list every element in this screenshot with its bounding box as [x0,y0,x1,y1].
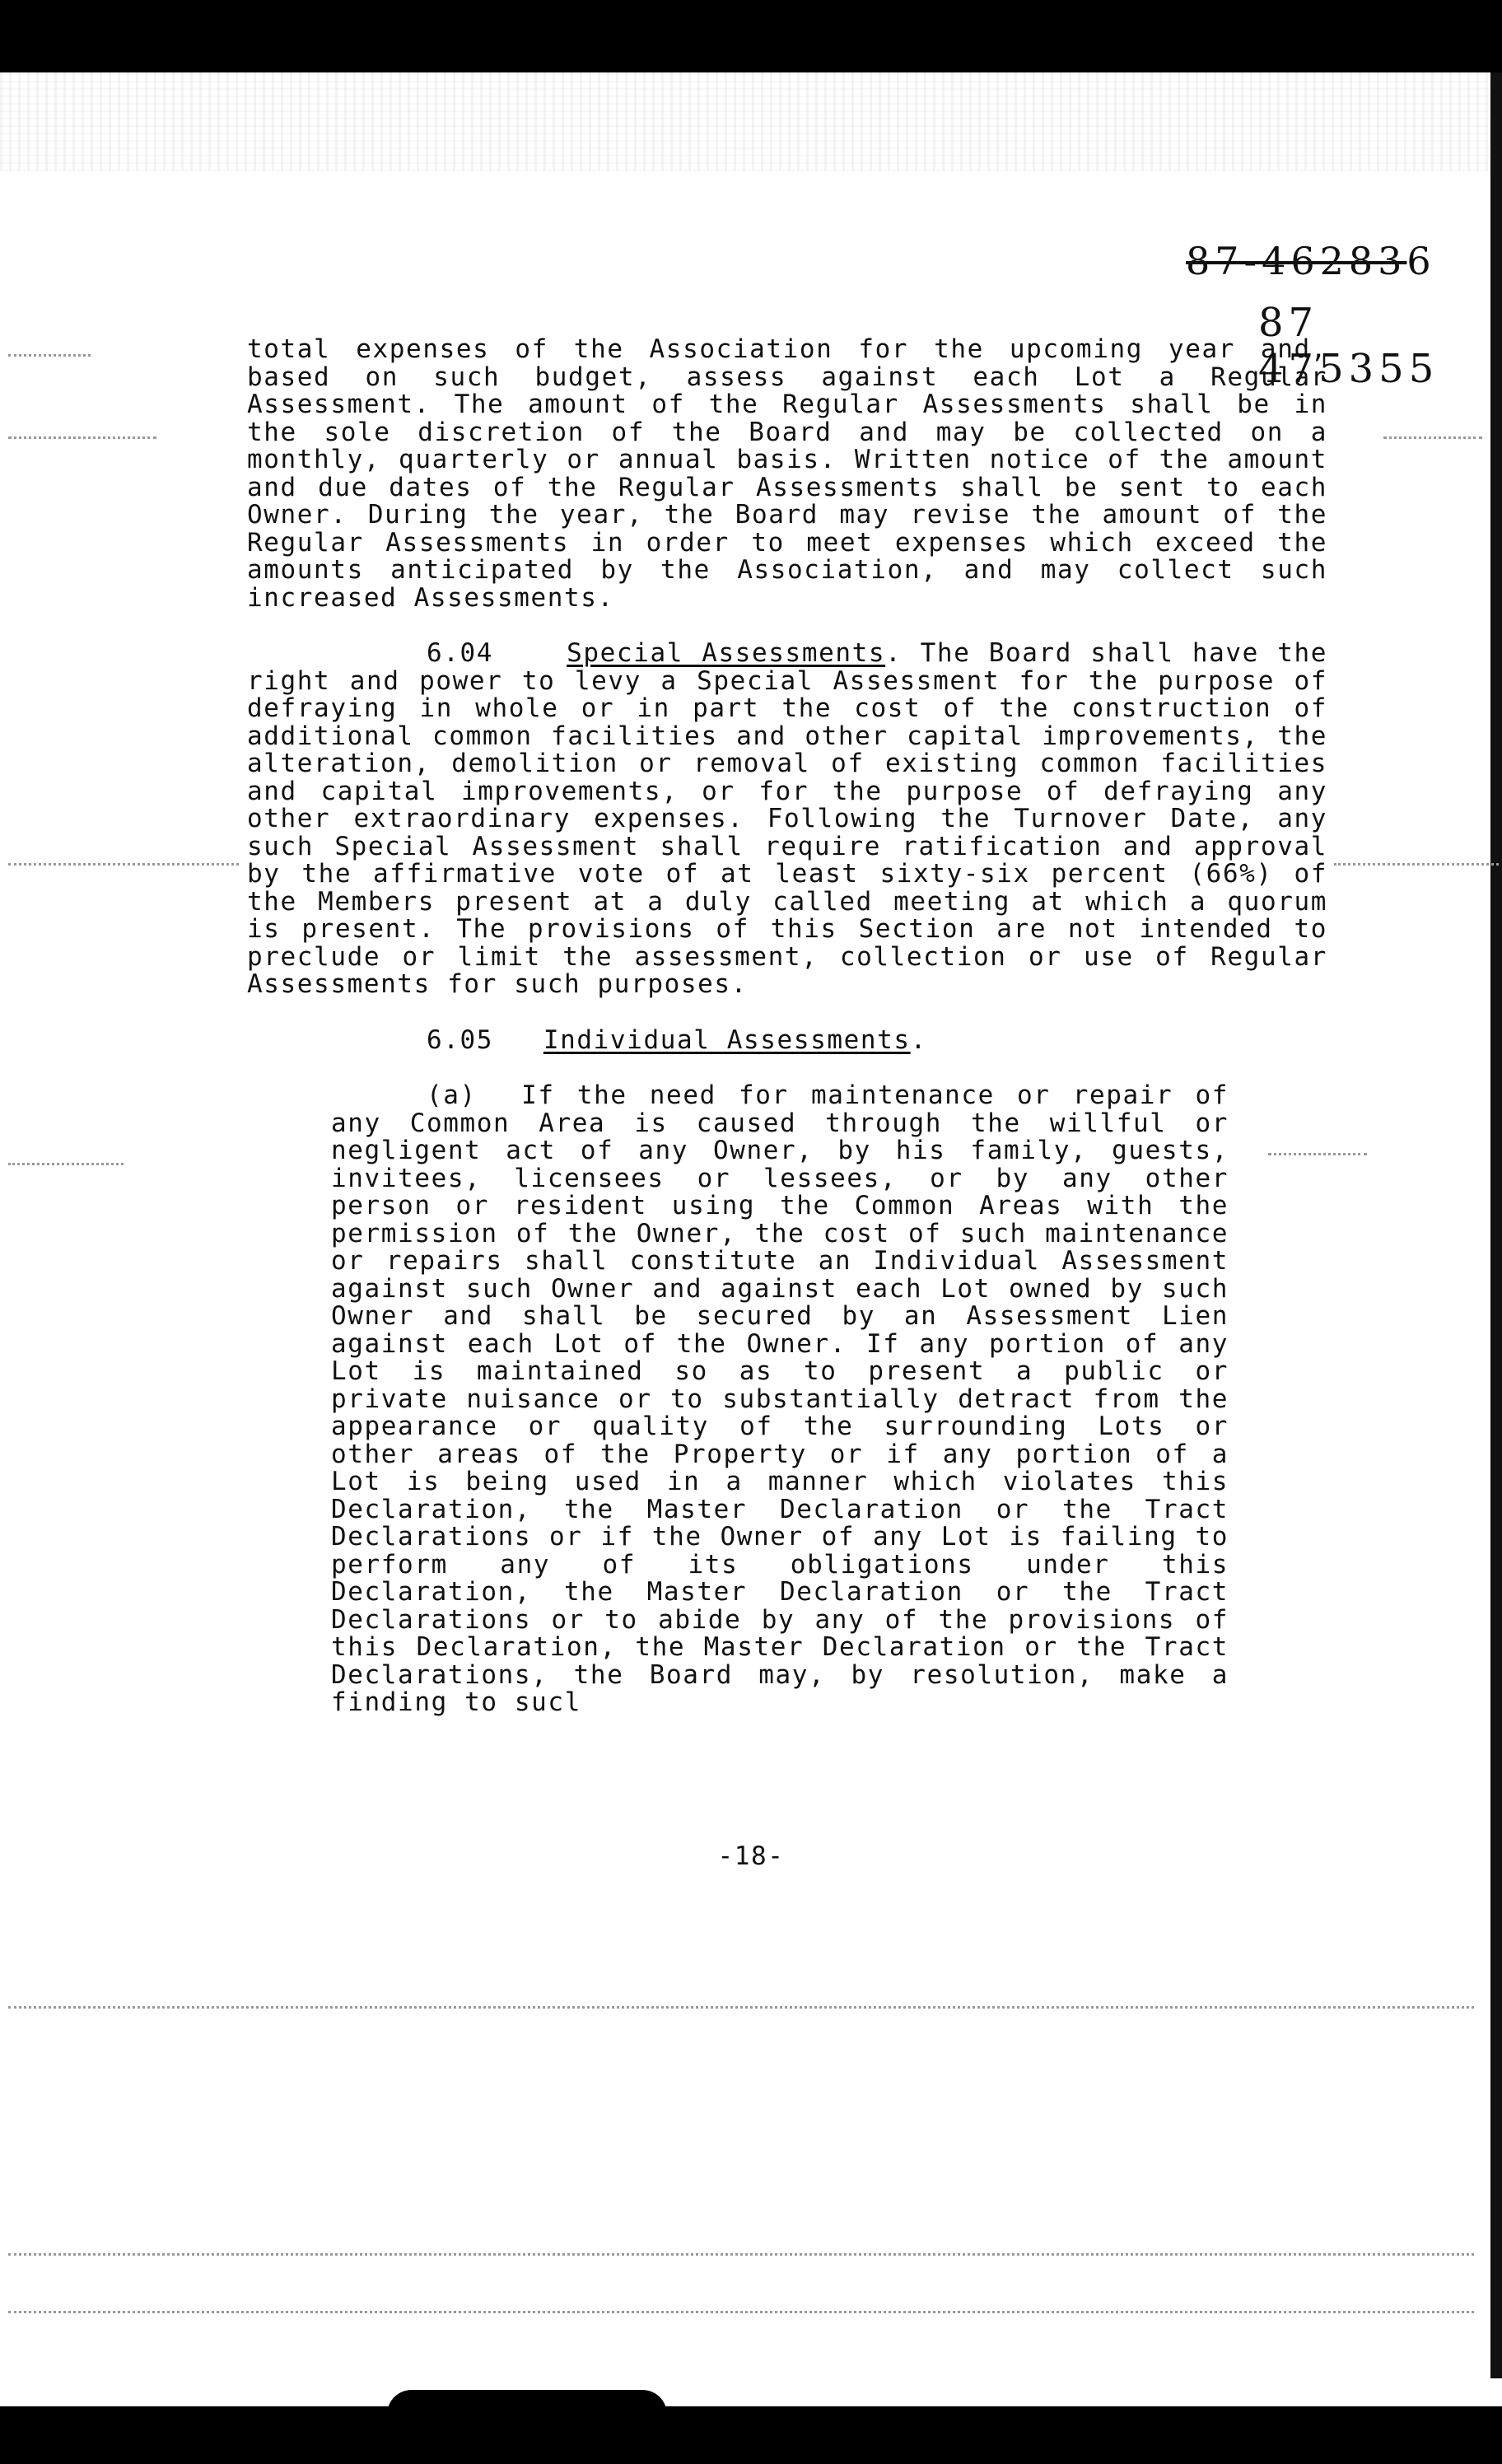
subsection-a [331,1082,1229,1717]
crossed-out-number: 87-46283 [1186,239,1407,283]
scan-noise-top [0,72,1502,171]
scan-artifact-bottom [387,2390,667,2439]
recording-number-stamp: 87 475355 [1258,300,1439,392]
margin-mark [8,1163,124,1167]
section-title-suffix: . [910,1024,927,1055]
section-text: . The Board shall have the right and power to levy a Special Assessment for the purpose of defraying in whole or in part the cost of the construction of additional common facilities and other capital improvements, the alteration, demolition or removal of existing common facilities and capital improvements, or for the purpose of defraying any other extraordinary expenses. Following the Turnover Date, any such Special Assessment shall require ratification and approval by the affirmative vote of at least sixty-six percent (66%) of the Members present at a duly called meeting at which a quorum is present. The provisions of this Section are not intended to preclude or limit the assessment, collection or use of Regular Assessments for such purposes. [247,638,1327,999]
section-number: 6.04 [427,638,494,668]
margin-mark [1383,436,1482,441]
margin-mark [8,2253,1474,2257]
margin-mark [8,2311,1474,2315]
subsection-label: (a) [427,1080,477,1110]
crossed-out-suffix: 6 [1406,239,1436,283]
page-number: -18- [717,1841,785,1871]
paragraph-budget-assessment: total expenses of the Association for the upcoming year and, based on such budget, assess against each Lot a Regular Assessment. The amount of the Regular Assessments shall be in the sole discretion of the Board and may be collected on a monthly, quarterly or annual basis. Written notice of the amount and due dates of the Regular Assessments shall be sent to each Owner. During the year, the Board may revise the amount of the Regular Assessments in order to meet expenses which exceed the amounts anticipated by the Association, and may collect such increased Assessments. [247,334,1327,613]
margin-mark [8,436,156,441]
subsection-text: If the need for maintenance or repair of any Common Area is caused through the willful or negligent act of any Owner, by his family, guests, invitees, licensees or lessees, or by any other person or resident using the Common Areas with the permission of the Owner, the cost of such maintenance or repairs shall constitute an Individual Assessment against such Owner and against each Lot owned by such Owner and shall be secured by an Assessment Lien against each Lot of the Owner. If any portion of any Lot is maintained so as to present a public or private nuisance or to substantially detract from the appearance or quality of the surrounding Lots or other areas of the Property or if any portion of a Lot is being used in a manner which violates this Declaration, the Master Declaration or the Tract Declarations or if the Owner of any Lot is failing to perform any of its obligations under this Declaration, the Master Declaration or the Tract Declarations or to abide by any of the provisions of this Declaration, the Master Declaration or the Tract Declarations, the Board may, by resolution, make a finding to sucl [331,1080,1229,1717]
section-title: Special Assessments [567,638,886,668]
scan-border-bottom [0,2406,1502,2464]
recording-stamp-crossed [1186,239,1436,283]
document-body [247,336,1327,1717]
scan-border-right [1490,72,1502,2378]
scan-border-top [0,0,1502,72]
section-6-04 [247,640,1327,999]
section-6-05-heading [247,1024,1327,1055]
margin-mark [8,354,91,358]
section-title: Individual Assessments [543,1024,911,1055]
margin-mark [8,2006,1474,2010]
section-number: 6.05 [427,1024,494,1055]
margin-mark [8,863,239,867]
margin-mark [1334,863,1499,867]
